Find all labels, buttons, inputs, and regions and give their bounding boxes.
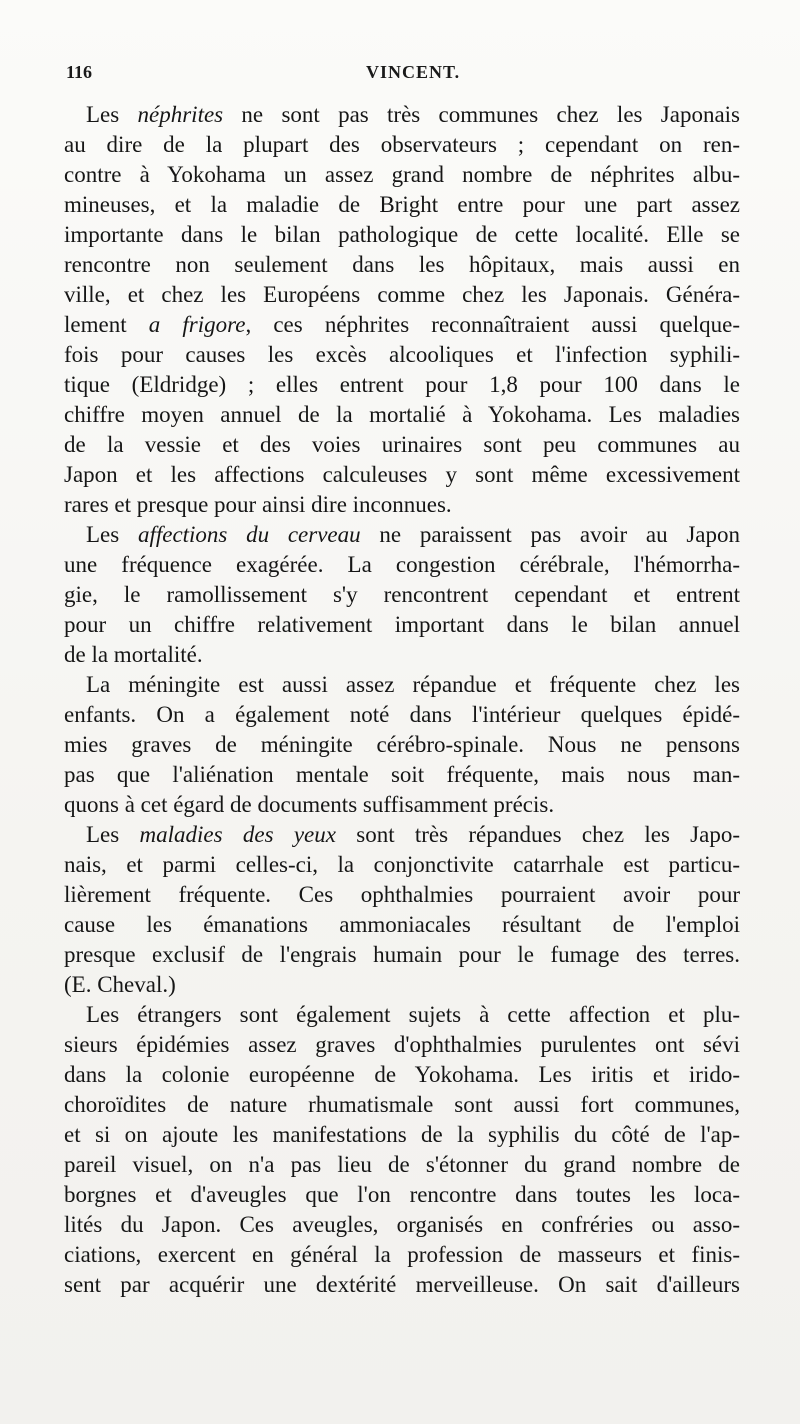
text-line: Les étrangers sont également sujets à cette affection et plu- xyxy=(86,1002,740,1027)
text-line: de la vessie et des voies urinaires sont peu communes au xyxy=(64,432,740,457)
text-line: presque exclusif de l'engrais humain pour le fumage des terres. xyxy=(64,942,740,967)
text-line: rares et presque pour ainsi dire inconnues. xyxy=(64,492,452,517)
text-line: fois pour causes les excès alcooliques et l'infection syphili- xyxy=(64,342,740,367)
text-line: chiffre moyen annuel de la mortalié à Yokohama. Les maladies xyxy=(64,402,740,427)
text-line: au dire de la plupart des observateurs ; cependant on ren- xyxy=(64,132,740,157)
text-line: une fréquence exagérée. La congestion cérébrale, l'hémorrha- xyxy=(64,552,740,577)
text-line: cause les émanations ammoniacales résultant de l'emploi xyxy=(64,912,740,937)
text-line: pas que l'aliénation mentale soit fréquente, mais nous man- xyxy=(64,762,740,787)
text-line: sent par acquérir une dextérité merveilleuse. On sait d'ailleurs xyxy=(64,1272,740,1297)
text-line: dans la colonie européenne de Yokohama. Les iritis et irido- xyxy=(64,1062,740,1087)
page-header xyxy=(66,62,716,84)
running-head: VINCENT. xyxy=(366,62,461,82)
text-line: (E. Cheval.) xyxy=(64,972,176,997)
page-number: 116 xyxy=(66,62,93,82)
text-line: mineuses, et la maladie de Bright entre pour une part assez xyxy=(64,192,740,217)
text-line: contre à Yokohama un assez grand nombre de néphrites albu- xyxy=(64,162,740,187)
text-line: Les affections du cerveau ne paraissent pas avoir au Japon xyxy=(86,522,740,547)
text-line: gie, le ramollissement s'y rencontrent cependant et entrent xyxy=(64,582,740,607)
text-line: Les maladies des yeux sont très répandues chez les Japo- xyxy=(86,822,740,847)
text-line: choroïdites de nature rhumatismale sont aussi fort communes, xyxy=(64,1092,740,1117)
text-line: borgnes et d'aveugles que l'on rencontre dans toutes les loca- xyxy=(64,1182,740,1207)
text-line: pour un chiffre relativement important dans le bilan annuel xyxy=(64,612,740,637)
text-line: et si on ajoute les manifestations de la syphilis du côté de l'ap- xyxy=(64,1122,740,1147)
text-line: ville, et chez les Européens comme chez les Japonais. Généra- xyxy=(64,282,740,307)
text-line: rencontre non seulement dans les hôpitaux, mais aussi en xyxy=(64,252,740,277)
text-line: lités du Japon. Ces aveugles, organisés en confréries ou asso- xyxy=(64,1212,740,1237)
text-line: sieurs épidémies assez graves d'ophthalmies purulentes ont sévi xyxy=(64,1032,740,1057)
text-line: La méningite est aussi assez répandue et fréquente chez les xyxy=(86,672,740,697)
text-line: lement a frigore, ces néphrites reconnaîtraient aussi quelque- xyxy=(64,312,740,337)
text-line: tique (Eldridge) ; elles entrent pour 1,8 pour 100 dans le xyxy=(64,372,740,397)
text-line: lièrement fréquente. Ces ophthalmies pourraient avoir pour xyxy=(64,882,740,907)
text-line: ciations, exercent en général la profession de masseurs et finis- xyxy=(64,1242,740,1267)
text-line: enfants. On a également noté dans l'intérieur quelques épidé- xyxy=(64,702,740,727)
text-line: quons à cet égard de documents suffisamment précis. xyxy=(64,792,555,817)
text-line: nais, et parmi celles-ci, la conjonctivite catarrhale est particu- xyxy=(64,852,740,877)
text-line: mies graves de méningite cérébro-spinale. Nous ne pensons xyxy=(64,732,740,757)
text-line: de la mortalité. xyxy=(64,642,203,667)
text-line: pareil visuel, on n'a pas lieu de s'étonner du grand nombre de xyxy=(64,1152,740,1177)
text-line: Les néphrites ne sont pas très communes chez les Japonais xyxy=(86,102,740,127)
body-text xyxy=(64,100,740,1300)
text-line: Japon et les affections calculeuses y sont même excessivement xyxy=(64,462,740,487)
text-line: importante dans le bilan pathologique de cette localité. Elle se xyxy=(64,222,740,247)
